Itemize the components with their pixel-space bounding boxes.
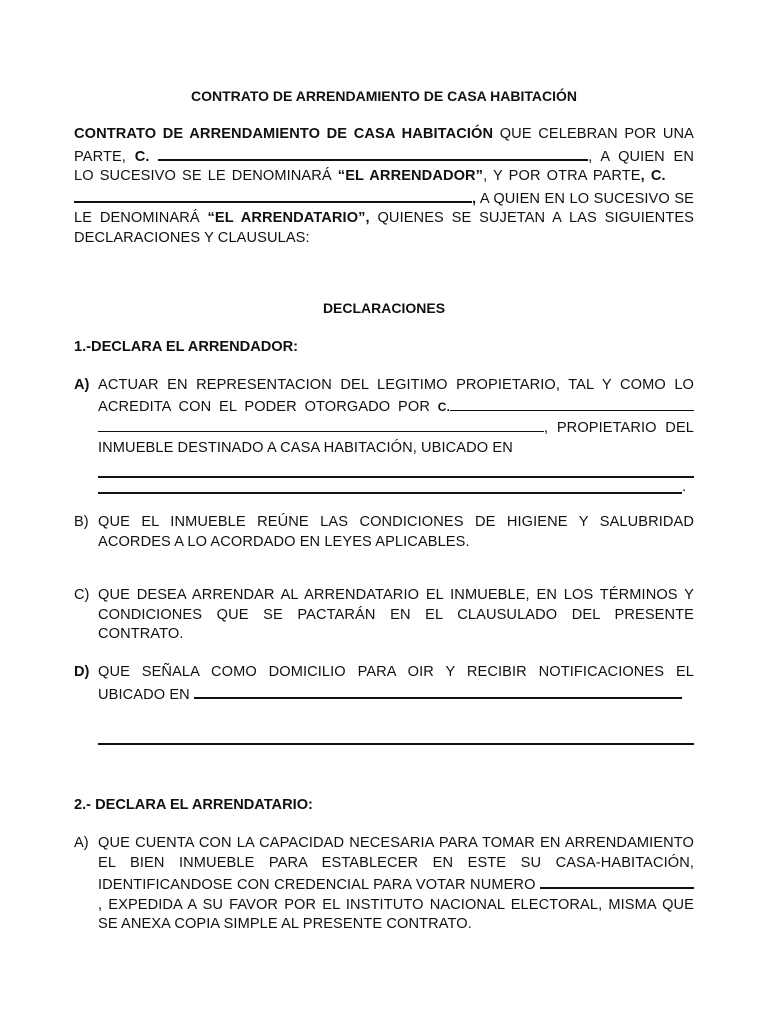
item-1c-text: QUE DESEA ARRENDAR AL ARRENDATARIO EL INMUEBLE, EN LOS TÉRMINOS Y CONDICIONES QUE SE PACTARÁN EN EL CLAUSULADO DEL PRESENTE CONTRATO. xyxy=(98,587,694,643)
heading-declara-arrendador: 1.-DECLARA EL ARRENDADOR: xyxy=(74,339,299,355)
intro-part5: QUIENES SE SUJETAN A LAS SIGUIENTES DECLARACIONES Y CLAUSULAS: xyxy=(74,210,695,246)
item-1a-c: C. xyxy=(437,399,450,414)
item-1b xyxy=(74,513,694,552)
intro-part2: , A QUIEN EN LO SUCESIVO SE LE DENOMINARÁ xyxy=(74,148,694,185)
item-1d-text: QUE SEÑALA COMO DOMICILIO PARA OIR Y RECIBIR NOTIFICACIONES EL UBICADO EN xyxy=(98,664,694,703)
heading-declara-arrendatario: 2.- DECLARA EL ARRENDATARIO: xyxy=(74,797,313,813)
spacer xyxy=(98,705,694,725)
intro-c1: C. xyxy=(134,148,150,165)
blank-ubicacion-2-row xyxy=(98,478,694,498)
item-2a-text1: QUE CUENTA CON LA CAPACIDAD NECESARIA PARA TOMAR EN ARRENDAMIENTO EL BIEN INMUEBLE PARA ESTABLECER EN ESTE SU CASA-HABITACIÓN, IDENTIFICANDOSE CON CREDENCIAL PARA VOTAR NUMERO xyxy=(98,835,694,894)
intro-comma: , xyxy=(640,168,645,185)
item-1a-marker: A) xyxy=(74,377,90,393)
intro-part3: , Y POR OTRA PARTE xyxy=(483,168,641,185)
blank-propietario-2 xyxy=(98,417,544,432)
intro-arrendador: “EL ARRENDADOR” xyxy=(337,168,484,185)
intro-paragraph xyxy=(74,125,694,249)
item-1c-marker: C) xyxy=(74,587,90,603)
item-1d-marker: D) xyxy=(74,664,90,680)
item-1b-marker: B) xyxy=(74,514,89,530)
intro-arrendatario: “EL ARRENDATARIO”, xyxy=(207,210,370,227)
item-1d xyxy=(74,663,694,745)
item-1a-text2: , PROPIETARIO DEL INMUEBLE DESTINADO A CASA HABITACIÓN, UBICADO EN xyxy=(98,420,694,456)
intro-part4: A QUIEN EN LO SUCESIVO SE LE DENOMINARÁ xyxy=(74,190,694,227)
intro-c2: C. xyxy=(650,168,666,185)
intro-lead: CONTRATO DE ARRENDAMIENTO DE CASA HABITACIÓN xyxy=(74,126,494,142)
item-2a-marker: A) xyxy=(74,835,89,851)
blank-domicilio-1 xyxy=(194,683,682,699)
item-1a-text1: ACTUAR EN REPRESENTACION DEL LEGITIMO PROPIETARIO, TAL Y COMO LO ACREDITA CON EL PODER OTORGADO POR xyxy=(98,377,694,415)
intro-part1: QUE CELEBRAN POR UNA PARTE, xyxy=(74,126,694,165)
blank-ubicacion-2 xyxy=(98,478,682,494)
blank-domicilio-2 xyxy=(98,725,694,745)
blank-propietario-1 xyxy=(450,396,694,411)
item-1a-period: . xyxy=(682,479,687,496)
blank-arrendador-name xyxy=(158,145,588,161)
blank-credencial xyxy=(540,873,694,889)
intro-comma2: , xyxy=(472,190,477,207)
item-1c xyxy=(74,586,694,645)
document-title: CONTRATO DE ARRENDAMIENTO DE CASA HABITACIÓN xyxy=(190,88,578,104)
blank-arrendatario-name xyxy=(74,187,472,203)
item-1a xyxy=(74,376,694,498)
item-2a-text2: , EXPEDIDA A SU FAVOR POR EL INSTITUTO NACIONAL ELECTORAL, MISMA QUE SE ANEXA COPIA SIMPLE AL PRESENTE CONTRATO. xyxy=(98,896,694,933)
item-2a xyxy=(74,834,694,935)
blank-ubicacion-1 xyxy=(98,458,694,478)
item-1b-text: QUE EL INMUEBLE REÚNE LAS CONDICIONES DE HIGIENE Y SALUBRIDAD ACORDES A LO ACORDADO EN LEYES APLICABLES. xyxy=(98,514,694,550)
section-declaraciones: DECLARACIONES xyxy=(322,300,446,316)
